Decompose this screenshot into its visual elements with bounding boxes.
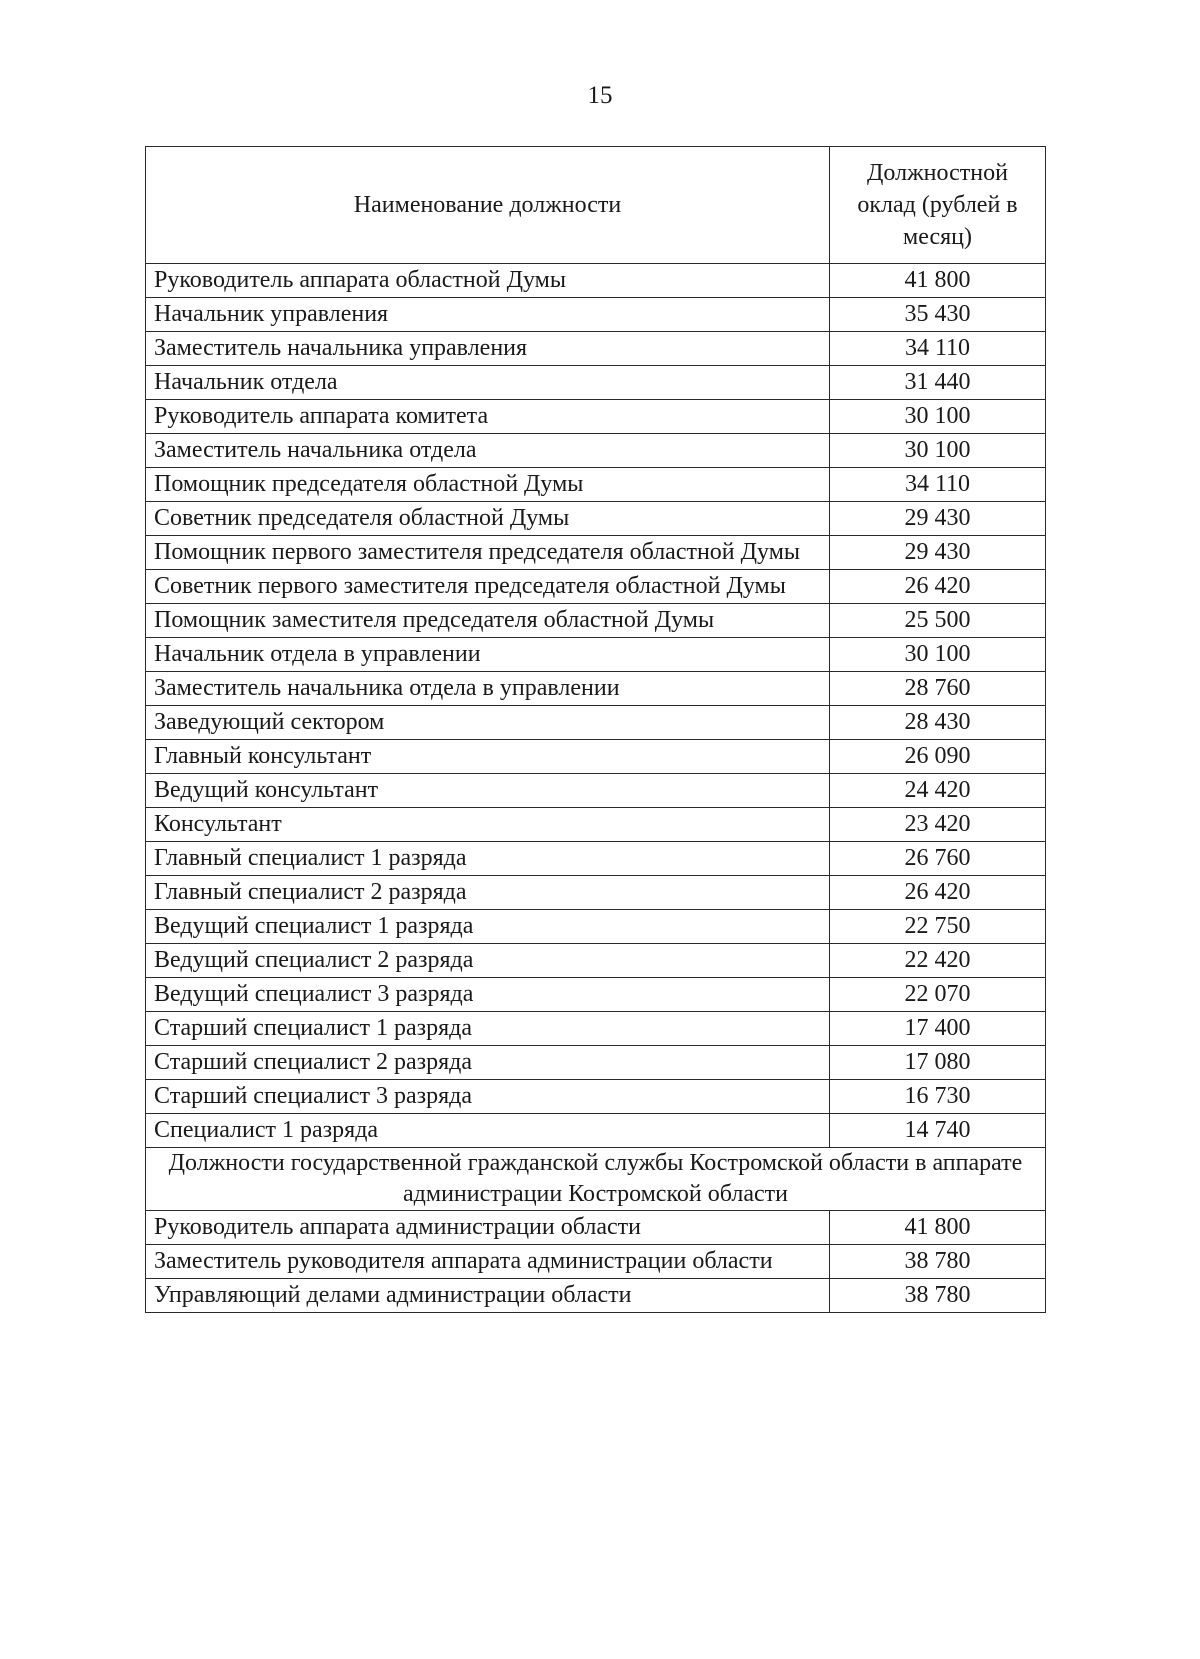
salary-table	[145, 146, 1046, 1313]
position-name-cell: Консультант	[146, 808, 830, 842]
salary-cell: 26 420	[830, 876, 1046, 910]
position-name-cell: Ведущий специалист 2 разряда	[146, 944, 830, 978]
table-header-row	[146, 147, 1046, 264]
table-row	[146, 434, 1046, 468]
table-row	[146, 638, 1046, 672]
header-position-name: Наименование должности	[146, 147, 830, 264]
salary-cell: 24 420	[830, 774, 1046, 808]
table-row	[146, 706, 1046, 740]
position-name-cell: Помощник первого заместителя председателя областной Думы	[146, 536, 830, 570]
position-name-cell: Заместитель начальника отдела в управлении	[146, 672, 830, 706]
position-name-cell: Начальник отдела в управлении	[146, 638, 830, 672]
salary-cell: 41 800	[830, 264, 1046, 298]
position-name-cell: Заместитель начальника отдела	[146, 434, 830, 468]
salary-cell: 38 780	[830, 1245, 1046, 1279]
section-row	[146, 1148, 1046, 1211]
salary-cell: 30 100	[830, 400, 1046, 434]
position-name-cell: Главный консультант	[146, 740, 830, 774]
table-row	[146, 740, 1046, 774]
position-name-cell: Заведующий сектором	[146, 706, 830, 740]
table-row	[146, 774, 1046, 808]
table-body-group1	[146, 264, 1046, 1148]
position-name-cell: Главный специалист 2 разряда	[146, 876, 830, 910]
section-title: Должности государственной гражданской службы Костромской области в аппарате администрации Костромской области	[146, 1148, 1046, 1211]
salary-cell: 29 430	[830, 502, 1046, 536]
table-row	[146, 672, 1046, 706]
position-name-cell: Ведущий консультант	[146, 774, 830, 808]
salary-cell: 26 760	[830, 842, 1046, 876]
table-row	[146, 570, 1046, 604]
salary-cell: 41 800	[830, 1211, 1046, 1245]
position-name-cell: Заместитель руководителя аппарата администрации области	[146, 1245, 830, 1279]
position-name-cell: Советник первого заместителя председателя областной Думы	[146, 570, 830, 604]
salary-cell: 35 430	[830, 298, 1046, 332]
table-row	[146, 298, 1046, 332]
page-number: 15	[587, 82, 613, 109]
salary-cell: 29 430	[830, 536, 1046, 570]
salary-cell: 22 070	[830, 978, 1046, 1012]
salary-cell: 30 100	[830, 434, 1046, 468]
salary-cell: 17 080	[830, 1046, 1046, 1080]
position-name-cell: Начальник отдела	[146, 366, 830, 400]
salary-cell: 17 400	[830, 1012, 1046, 1046]
salary-cell: 25 500	[830, 604, 1046, 638]
salary-cell: 22 750	[830, 910, 1046, 944]
table-row	[146, 1114, 1046, 1148]
salary-cell: 23 420	[830, 808, 1046, 842]
table-row	[146, 536, 1046, 570]
table-row	[146, 842, 1046, 876]
position-name-cell: Руководитель аппарата областной Думы	[146, 264, 830, 298]
position-name-cell: Заместитель начальника управления	[146, 332, 830, 366]
table-row	[146, 876, 1046, 910]
table-row	[146, 944, 1046, 978]
salary-cell: 14 740	[830, 1114, 1046, 1148]
table-row	[146, 1012, 1046, 1046]
salary-cell: 28 430	[830, 706, 1046, 740]
position-name-cell: Начальник управления	[146, 298, 830, 332]
table-row	[146, 366, 1046, 400]
salary-cell: 30 100	[830, 638, 1046, 672]
table-row	[146, 502, 1046, 536]
position-name-cell: Специалист 1 разряда	[146, 1114, 830, 1148]
table-row	[146, 332, 1046, 366]
header-salary: Должностной оклад (рублей в месяц)	[830, 147, 1046, 264]
table-row	[146, 978, 1046, 1012]
position-name-cell: Руководитель аппарата комитета	[146, 400, 830, 434]
salary-cell: 34 110	[830, 332, 1046, 366]
table-row	[146, 808, 1046, 842]
table-row	[146, 468, 1046, 502]
position-name-cell: Старший специалист 3 разряда	[146, 1080, 830, 1114]
table-row	[146, 910, 1046, 944]
salary-cell: 28 760	[830, 672, 1046, 706]
table-row	[146, 400, 1046, 434]
table-row	[146, 264, 1046, 298]
table-row	[146, 1245, 1046, 1279]
table-body-group2	[146, 1211, 1046, 1313]
position-name-cell: Ведущий специалист 3 разряда	[146, 978, 830, 1012]
position-name-cell: Помощник заместителя председателя областной Думы	[146, 604, 830, 638]
salary-cell: 31 440	[830, 366, 1046, 400]
salary-cell: 22 420	[830, 944, 1046, 978]
salary-cell: 26 420	[830, 570, 1046, 604]
salary-cell: 26 090	[830, 740, 1046, 774]
position-name-cell: Управляющий делами администрации области	[146, 1279, 830, 1313]
position-name-cell: Ведущий специалист 1 разряда	[146, 910, 830, 944]
position-name-cell: Главный специалист 1 разряда	[146, 842, 830, 876]
position-name-cell: Руководитель аппарата администрации области	[146, 1211, 830, 1245]
salary-cell: 16 730	[830, 1080, 1046, 1114]
table-row	[146, 1279, 1046, 1313]
table-row	[146, 1211, 1046, 1245]
table-row	[146, 1080, 1046, 1114]
position-name-cell: Советник председателя областной Думы	[146, 502, 830, 536]
position-name-cell: Помощник председателя областной Думы	[146, 468, 830, 502]
position-name-cell: Старший специалист 1 разряда	[146, 1012, 830, 1046]
table-row	[146, 1046, 1046, 1080]
table-row	[146, 604, 1046, 638]
salary-cell: 38 780	[830, 1279, 1046, 1313]
salary-cell: 34 110	[830, 468, 1046, 502]
position-name-cell: Старший специалист 2 разряда	[146, 1046, 830, 1080]
section-group	[146, 1148, 1046, 1211]
